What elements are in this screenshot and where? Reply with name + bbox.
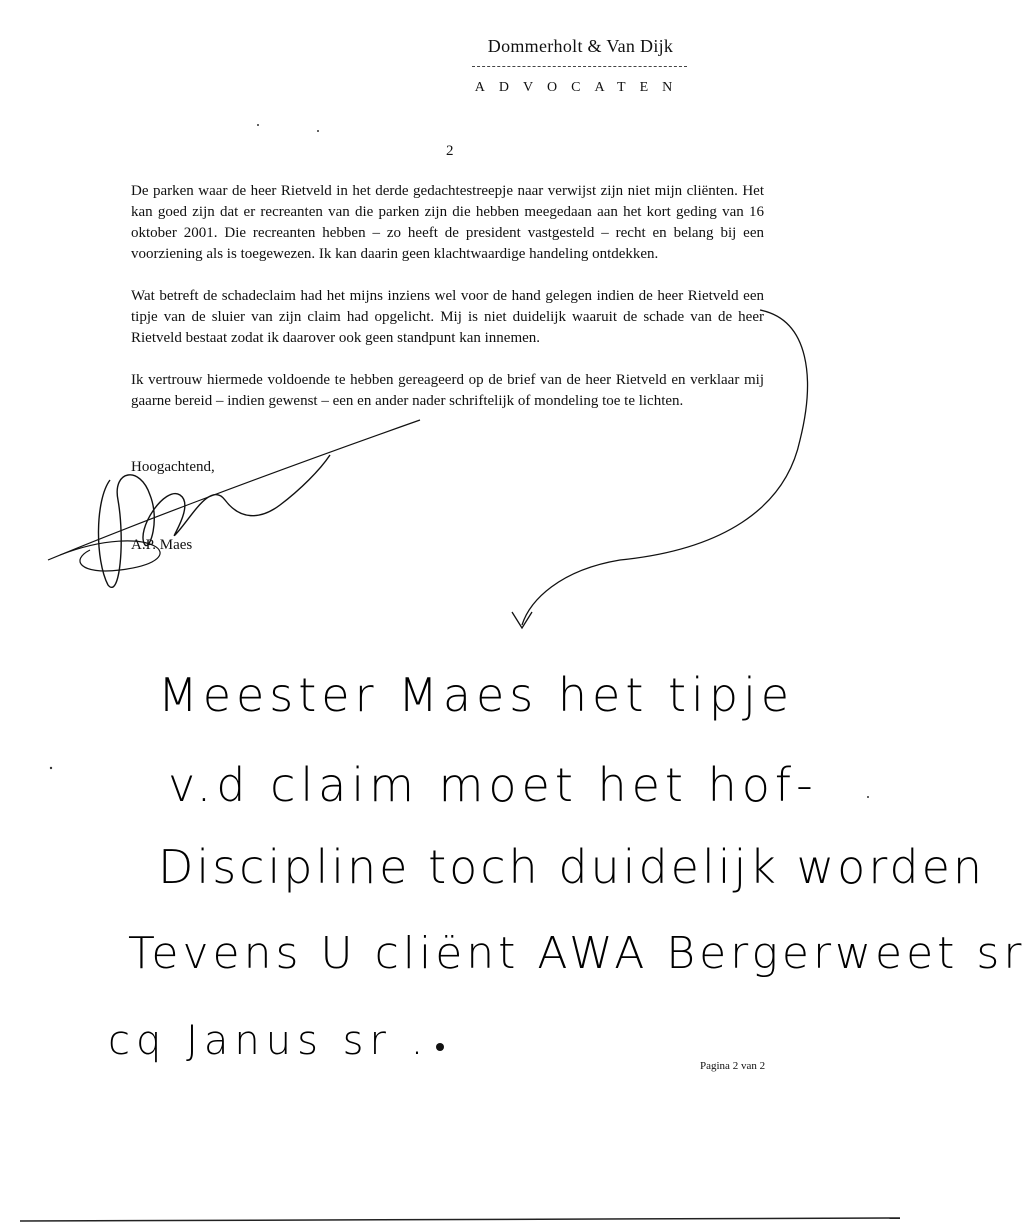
handwritten-line-1: Meester Maes het tipje bbox=[158, 668, 795, 722]
paragraph-3: Ik vertrouw hiermede voldoende te hebben gereageerd op de brief van de heer Rietveld en verklaar mij gaarne bereid – indien gewenst – een en ander nader schriftelijk of mondeling toe te lichten. bbox=[131, 372, 764, 409]
page-footer: Pagina 2 van 2 bbox=[700, 1060, 766, 1072]
handwritten-line-2: v.d claim moet het hof- bbox=[168, 758, 818, 812]
handwritten-line-3: Discipline toch duidelijk worden bbox=[158, 840, 986, 894]
signer-name: A.P. Maes bbox=[131, 537, 193, 553]
closing: Hoogachtend, bbox=[131, 459, 215, 475]
handwritten-line-4: Tevens U cliënt AWA Bergerweet sr bbox=[128, 928, 1025, 979]
handwritten-line-5: cq Janus sr . bbox=[108, 1018, 430, 1064]
firm-subtitle: ADVOCATEN bbox=[474, 80, 687, 95]
page-number: 2 bbox=[446, 143, 454, 159]
paragraph-2: Wat betreft de schadeclaim had het mijns inziens wel voor de hand gelegen indien de heer Rietveld een tipje van de sluier van zijn claim had opgelicht. Mij is niet duidelijk waaruit de schade van de heer Rietveld bestaat zodat ik daarover ook geen standpunt kan innemen. bbox=[131, 288, 764, 346]
firm-name: Dommerholt & Van Dijk bbox=[487, 36, 674, 56]
paragraph-1: De parken waar de heer Rietveld in het derde gedachtestreepje naar verwijst zijn niet mijn cliënten. Het kan goed zijn dat er recreanten van die parken zijn die hebben meegedaan aan het kort geding van 16 oktober 2001. Die recreanten hebben – zo heeft de president vastgesteld – recht en belang bij een voorziening als is toegewezen. Ik kan daarin geen klachtwaardige handeling ontdekken. bbox=[131, 183, 764, 262]
